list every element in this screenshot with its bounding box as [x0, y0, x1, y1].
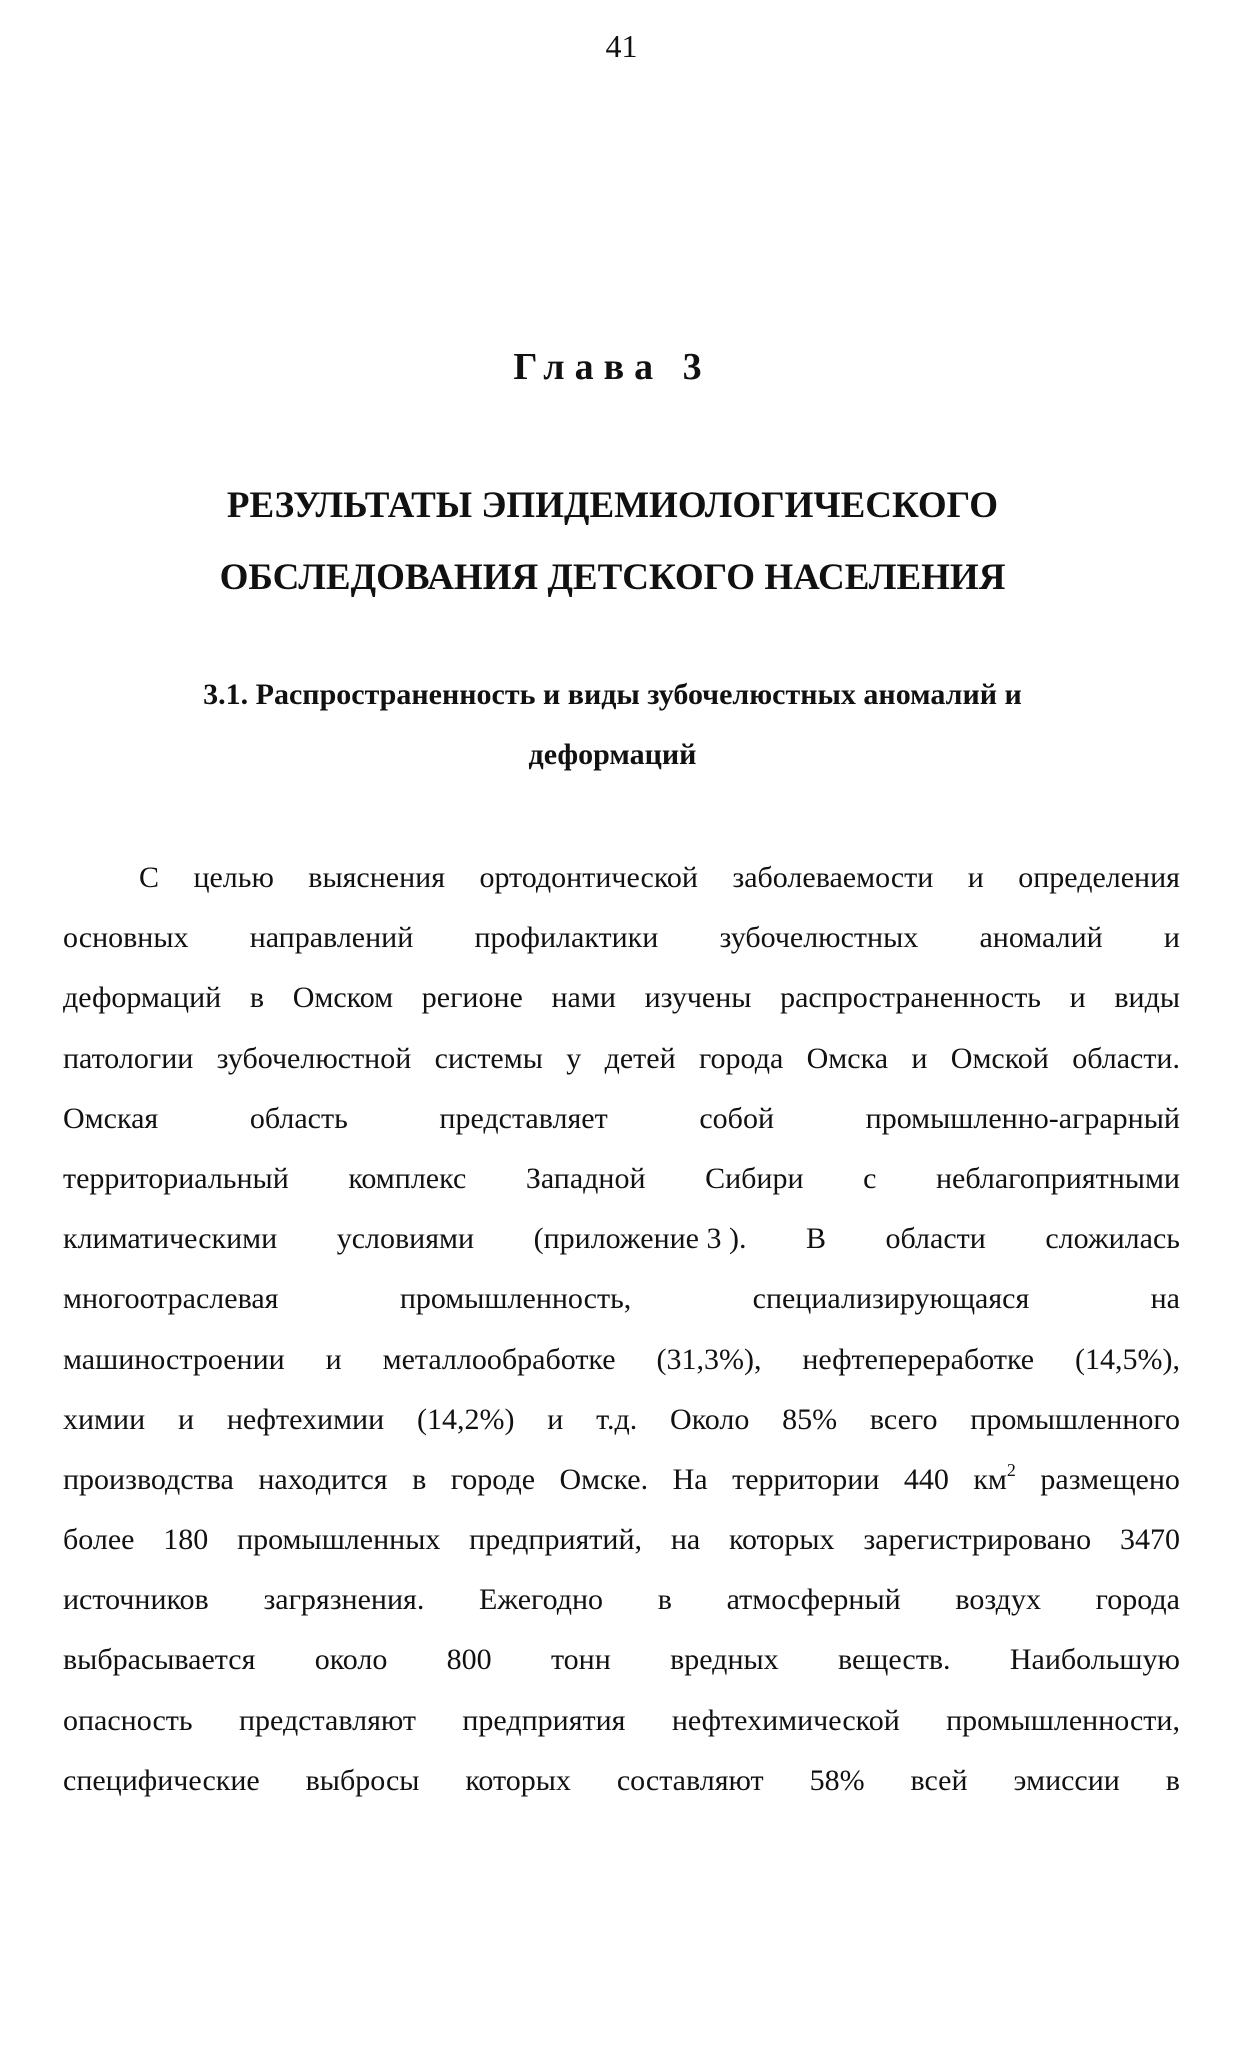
- text-line: [63, 1209, 1180, 1269]
- word: зубочелюстной: [216, 1041, 412, 1075]
- word: и: [1069, 981, 1086, 1015]
- word: Западной: [525, 1161, 646, 1195]
- word: веществ.: [837, 1643, 951, 1677]
- word: представляет: [439, 1101, 608, 1135]
- chapter-title: [0, 470, 1225, 614]
- word: деформаций: [63, 981, 222, 1015]
- chapter-title-line: ОБСЛЕДОВАНИЯ ДЕТСКОГО НАСЕЛЕНИЯ: [219, 557, 1006, 598]
- word: промышленного: [970, 1402, 1180, 1436]
- word: промышленность,: [399, 1282, 632, 1316]
- word: всего: [869, 1402, 938, 1436]
- text-line: [63, 848, 1180, 908]
- word: области: [885, 1222, 986, 1256]
- word: эмиссии: [1013, 1763, 1120, 1797]
- word: Омской: [950, 1041, 1049, 1075]
- word: нефтепереработке: [802, 1342, 1035, 1376]
- word: Ежегодно: [479, 1583, 604, 1617]
- word: атмосферный: [726, 1583, 901, 1617]
- word: (14,5%),: [1075, 1342, 1180, 1376]
- word: производства: [63, 1462, 234, 1496]
- word: Омском: [292, 981, 394, 1015]
- text-line: [63, 1330, 1180, 1390]
- word: нефтехимии: [226, 1402, 385, 1436]
- word: и: [177, 1402, 195, 1436]
- word: профилактики: [474, 921, 659, 955]
- word: зубочелюстных: [719, 921, 919, 955]
- word: около: [314, 1643, 388, 1677]
- word: которых: [465, 1763, 571, 1797]
- word: у: [566, 1041, 582, 1075]
- text-line: [63, 1570, 1180, 1630]
- unit-text: км: [973, 1462, 1007, 1496]
- word: климатическими: [63, 1222, 278, 1256]
- word: предприятия: [462, 1703, 626, 1737]
- word: машиностроении: [63, 1342, 285, 1376]
- section-title: [0, 665, 1225, 785]
- text-line: [63, 1751, 1180, 1811]
- word: с: [863, 1161, 877, 1195]
- word: Омске.: [559, 1462, 649, 1496]
- word: патологии: [63, 1041, 194, 1075]
- word: аномалий: [979, 921, 1103, 955]
- word: область: [249, 1101, 348, 1135]
- word: направлений: [249, 921, 414, 955]
- word: и: [911, 1041, 928, 1075]
- chapter-label: Глава 3: [513, 346, 712, 388]
- text-line: [63, 1630, 1180, 1690]
- word: в: [412, 1462, 427, 1496]
- word: Сибири: [705, 1161, 804, 1195]
- body-paragraph: [63, 848, 1180, 1811]
- word: городе: [450, 1462, 536, 1496]
- word: более: [63, 1523, 135, 1557]
- word: сложилась: [1045, 1222, 1180, 1256]
- word: 180: [163, 1523, 209, 1557]
- word: заболеваемости: [732, 861, 934, 894]
- word: на: [1150, 1282, 1180, 1316]
- word: (приложение 3 ).: [533, 1222, 747, 1256]
- text-line: [63, 1149, 1180, 1209]
- word: определения: [1018, 861, 1180, 894]
- word: вредных: [670, 1643, 779, 1677]
- word: виды: [1114, 981, 1180, 1015]
- word: нефтехимической: [671, 1703, 900, 1737]
- word: (31,3%),: [656, 1342, 762, 1376]
- word: промышленно-аграрный: [865, 1101, 1180, 1135]
- word: в: [657, 1583, 672, 1617]
- text-line: [63, 908, 1180, 968]
- word: регионе: [421, 981, 523, 1015]
- word: которых: [729, 1523, 835, 1557]
- word: предприятий,: [469, 1523, 643, 1557]
- word: 440: [903, 1462, 949, 1496]
- word: детей: [604, 1041, 676, 1075]
- text-line: [63, 1269, 1180, 1329]
- word: 58%: [809, 1763, 865, 1797]
- word: города: [699, 1041, 784, 1075]
- word: С: [139, 861, 160, 894]
- text-line: [63, 1691, 1180, 1751]
- word: территории: [732, 1462, 880, 1496]
- word: основных: [63, 921, 189, 955]
- section-title-line: 3.1. Распространенность и виды зубочелюстных аномалий и: [203, 678, 1022, 711]
- word: 3470: [1119, 1523, 1180, 1557]
- word: всей: [910, 1763, 968, 1797]
- word: специализирующаяся: [752, 1282, 1030, 1316]
- word: промышленности,: [946, 1703, 1180, 1737]
- word: условиями: [336, 1222, 475, 1256]
- word: Около: [670, 1402, 750, 1436]
- word: неблагоприятными: [935, 1161, 1180, 1195]
- word: и: [967, 861, 984, 894]
- word: Омска: [806, 1041, 889, 1075]
- word: химии: [63, 1402, 146, 1436]
- word: Наибольшую: [1009, 1643, 1180, 1677]
- word: ортодонтической: [479, 861, 698, 894]
- word: выбрасывается: [63, 1643, 256, 1677]
- word: опасность: [63, 1703, 193, 1737]
- word: на: [670, 1523, 701, 1557]
- word: 800: [446, 1643, 492, 1677]
- word: распространенность: [780, 981, 1041, 1015]
- word: составляют: [616, 1763, 764, 1797]
- word: целью: [193, 861, 274, 894]
- page-number: 41: [605, 28, 638, 64]
- word: и: [547, 1402, 564, 1436]
- word: воздух: [955, 1583, 1041, 1617]
- text-line: [63, 1510, 1180, 1570]
- text-line: [63, 1029, 1180, 1089]
- word: города: [1095, 1583, 1180, 1617]
- unit-superscript: 2: [1006, 1459, 1016, 1480]
- word: комплекс: [348, 1161, 467, 1195]
- word: собой: [699, 1101, 774, 1135]
- word: (14,2%): [416, 1402, 515, 1436]
- word: и: [325, 1342, 342, 1376]
- word: т.д.: [596, 1402, 638, 1436]
- word: в: [249, 981, 265, 1015]
- text-line: [63, 1390, 1180, 1450]
- word: зарегистрировано: [863, 1523, 1092, 1557]
- word: представляют: [238, 1703, 416, 1737]
- word: специфические: [63, 1763, 260, 1797]
- unit-km2: [973, 1450, 1016, 1510]
- text-line: [63, 1089, 1180, 1149]
- text-line: [63, 968, 1180, 1028]
- word: тонн: [550, 1643, 611, 1677]
- word: области.: [1072, 1041, 1180, 1075]
- word: нами: [551, 981, 616, 1015]
- text-line: [63, 1450, 1180, 1510]
- word: системы: [434, 1041, 543, 1075]
- word: источников: [63, 1583, 209, 1617]
- word: В: [806, 1222, 827, 1256]
- word: выяснения: [308, 861, 446, 894]
- word: и: [1163, 921, 1180, 955]
- word: 85%: [782, 1402, 838, 1436]
- section-title-line: деформаций: [528, 738, 697, 771]
- chapter-title-line: РЕЗУЛЬТАТЫ ЭПИДЕМИОЛОГИЧЕСКОГО: [226, 485, 999, 526]
- word: На: [672, 1462, 708, 1496]
- word: находится: [258, 1462, 388, 1496]
- word: Омская: [63, 1101, 159, 1135]
- word: загрязнения.: [263, 1583, 425, 1617]
- word: металлообработке: [382, 1342, 616, 1376]
- word: многоотраслевая: [63, 1282, 279, 1316]
- word: изучены: [644, 981, 752, 1015]
- word: размещено: [1040, 1462, 1180, 1496]
- word: территориальный: [63, 1161, 289, 1195]
- word: выбросы: [305, 1763, 420, 1797]
- word: промышленных: [237, 1523, 441, 1557]
- word: в: [1165, 1763, 1180, 1797]
